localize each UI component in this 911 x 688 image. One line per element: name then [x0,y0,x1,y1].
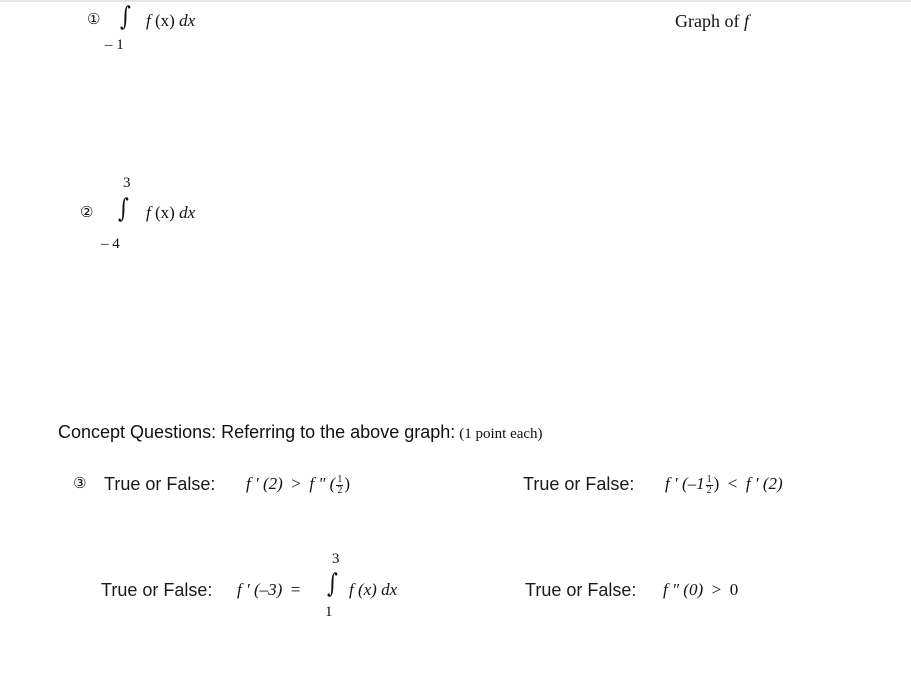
top-border [0,0,911,5]
tf-statement-3-lhs: f ′ (–3) = [237,580,301,599]
tf-3-upper-limit: 3 [332,551,340,567]
problem-1-integrand: f (x) dx [146,11,196,30]
points-note: (1 point each) [459,426,543,442]
integral-sign-icon: ∫ [118,194,129,224]
tf-label-1: True or False: [104,474,216,494]
tf-statement-1: f ′ (2) > f ″ ( $\frac{1}{2}$ ) [246,473,350,496]
problem-2-marker: ② [80,203,94,221]
graph-title: Graph of f [675,11,749,31]
tf-statement-3-integrand: f (x) dx [349,580,398,599]
tf-label-2: True or False: [523,474,635,494]
problem-2-integrand: f (x) dx [146,203,196,222]
integral-sign-icon: ∫ [120,2,131,32]
tf-3-lower-limit: 1 [325,604,333,620]
concept-heading: Concept Questions: Referring to the above graph: (1 point each) [58,422,543,442]
tf-statement-4: f ″ (0) > 0 [663,580,739,599]
question-3-marker: ③ [73,474,87,492]
problem-1-lower-limit: – 1 [105,37,124,53]
tf-label-3: True or False: [101,580,213,600]
tf-statement-2: f ′ (–1 $\frac{1}{2}$ ) < f ′ (2) [665,473,783,496]
problem-1-marker: ① [87,10,101,28]
integral-sign-icon: ∫ [327,569,338,599]
tf-label-4: True or False: [525,580,637,600]
problem-2-upper-limit: 3 [123,175,131,191]
problem-2-lower-limit: – 4 [101,236,120,252]
